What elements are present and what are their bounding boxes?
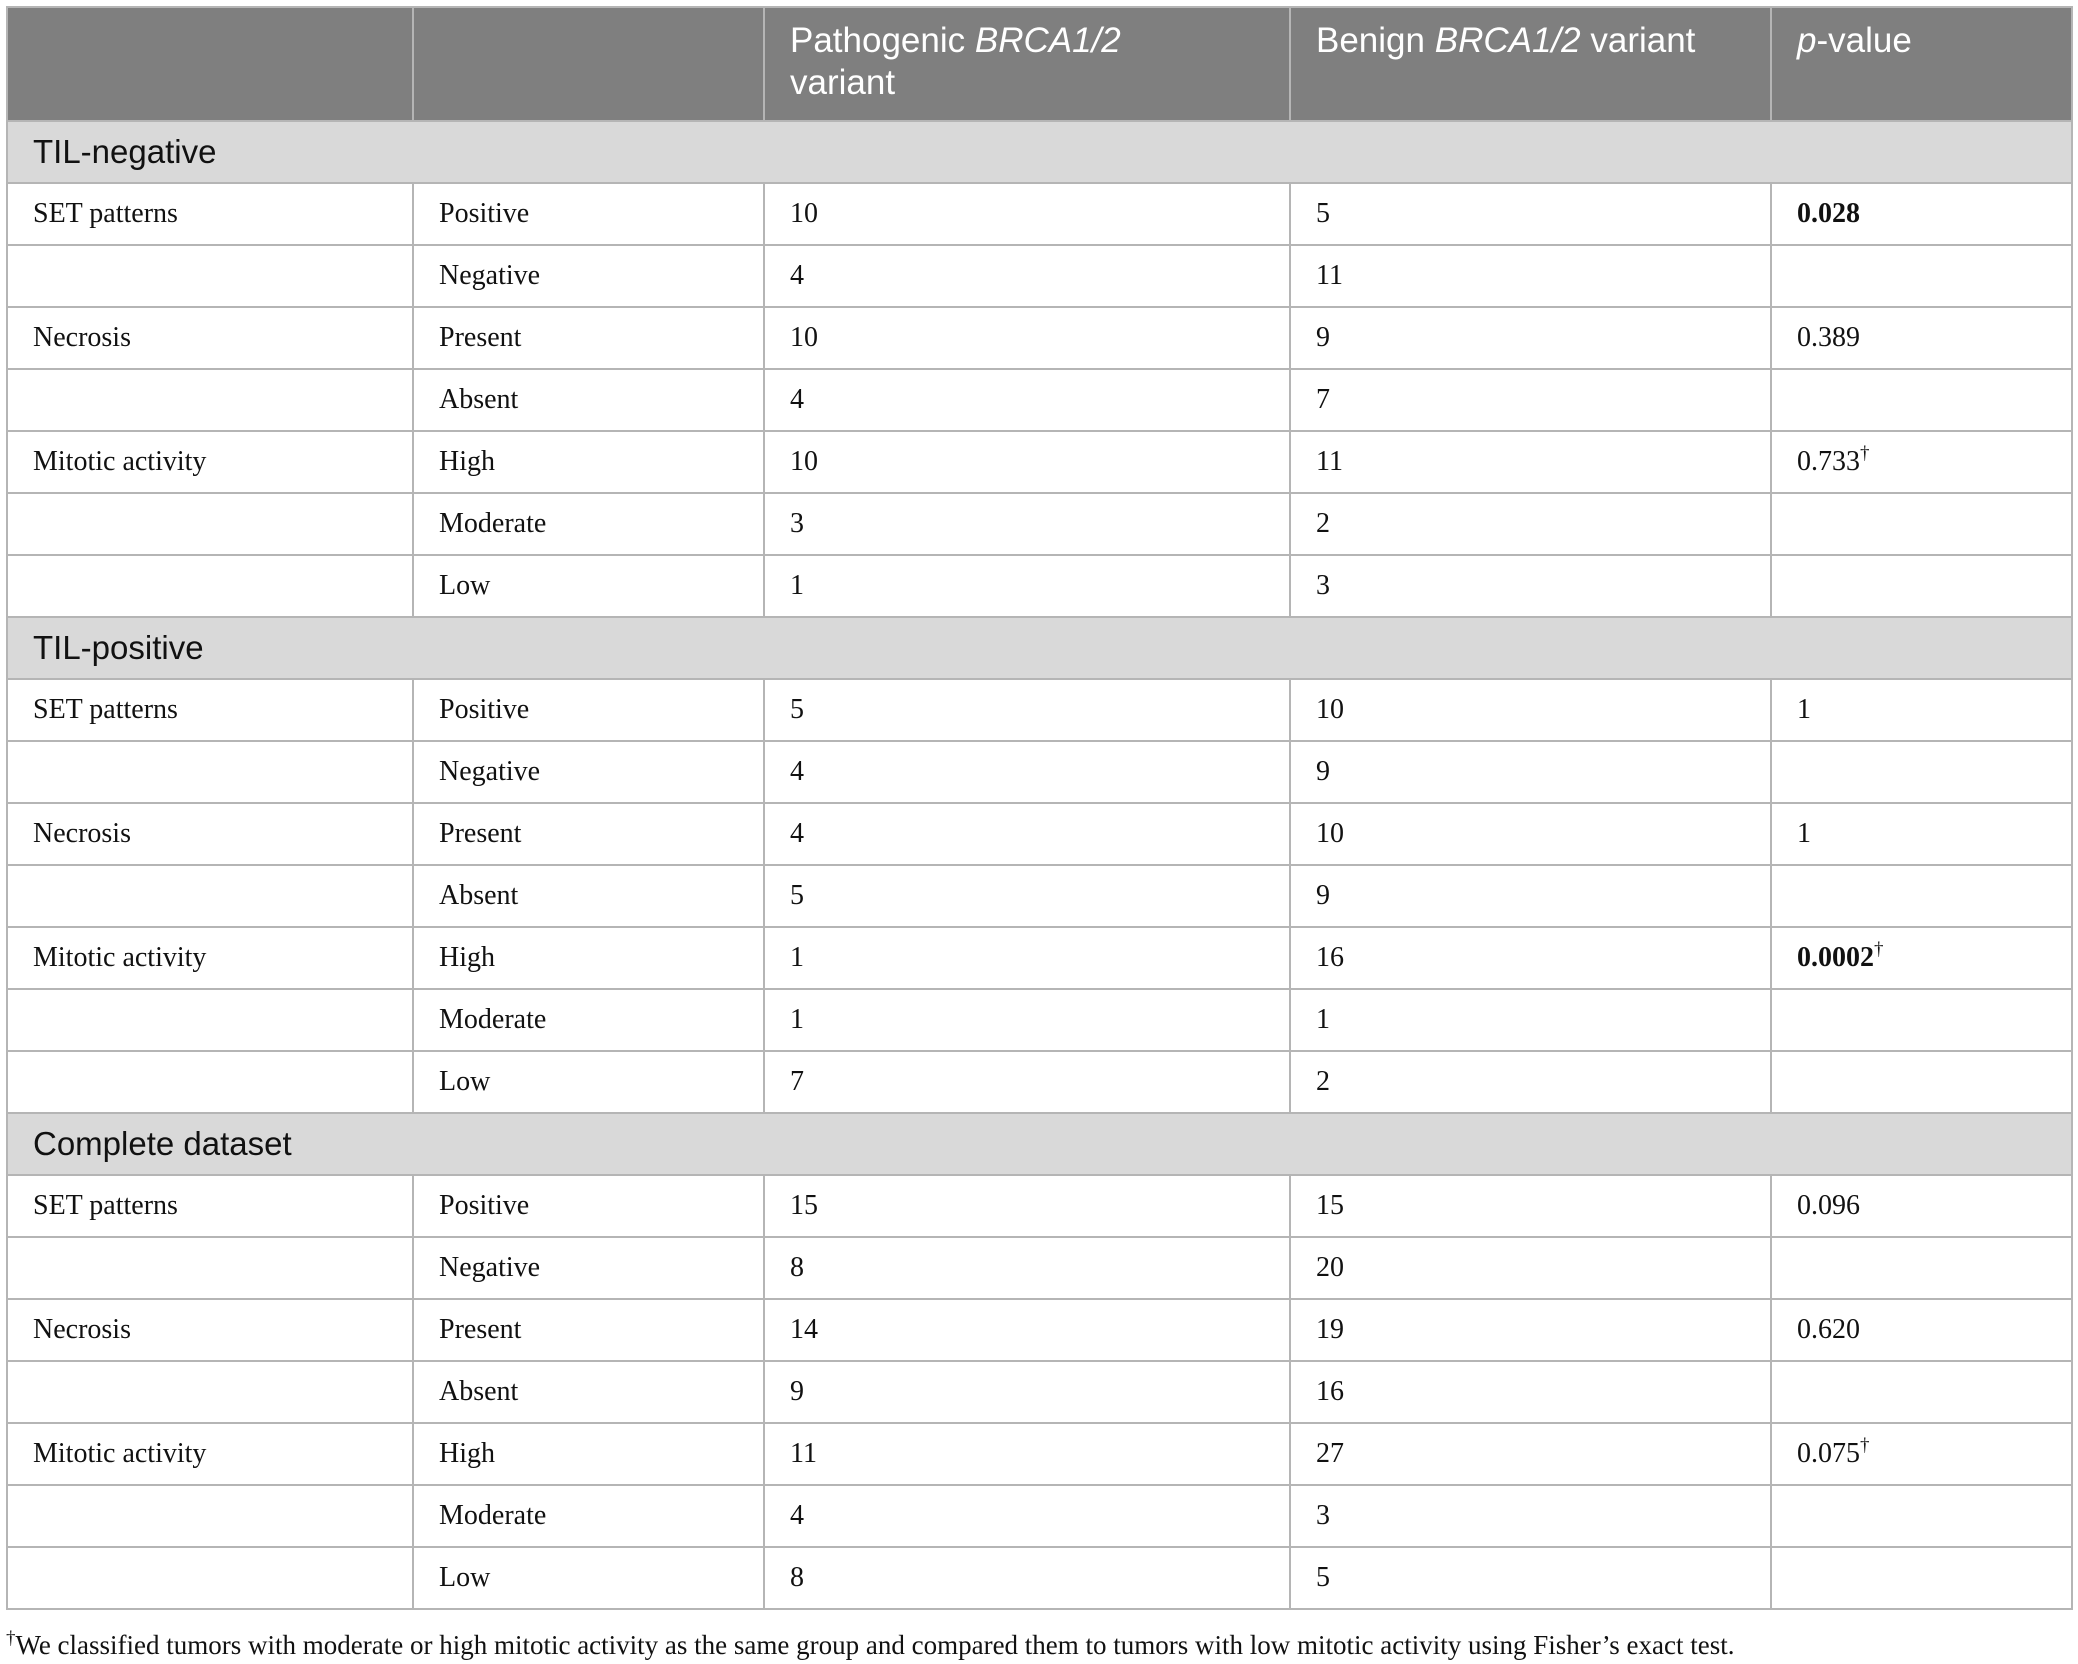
p-value-cell xyxy=(1771,307,2072,369)
benign-count-cell: 10 xyxy=(1290,679,1771,741)
p-value-cell xyxy=(1771,927,2072,989)
header-row xyxy=(7,7,2072,121)
p-value-cell xyxy=(1771,493,2072,555)
p-value-cell xyxy=(1771,369,2072,431)
p-value-cell xyxy=(1771,865,2072,927)
feature-cell: Mitotic activity xyxy=(7,431,413,493)
feature-cell xyxy=(7,1547,413,1609)
feature-cell xyxy=(7,369,413,431)
feature-cell xyxy=(7,1237,413,1299)
benign-count-cell: 9 xyxy=(1290,307,1771,369)
results-table xyxy=(6,6,2073,1610)
pathogenic-count-cell: 4 xyxy=(764,741,1290,803)
table-row xyxy=(7,245,2072,307)
header-pathogenic: Pathogenic BRCA1/2 variant xyxy=(764,7,1290,121)
pathogenic-count-cell: 8 xyxy=(764,1547,1290,1609)
benign-count-cell: 5 xyxy=(1290,1547,1771,1609)
header-p-value: p-value xyxy=(1771,7,2072,121)
table-row xyxy=(7,1547,2072,1609)
table-row xyxy=(7,1485,2072,1547)
p-value: 0.389 xyxy=(1797,322,1860,353)
level-cell: Moderate xyxy=(413,493,764,555)
table-row xyxy=(7,431,2072,493)
level-cell: Low xyxy=(413,1547,764,1609)
table-row xyxy=(7,1237,2072,1299)
level-cell: Low xyxy=(413,555,764,617)
pathogenic-count-cell: 9 xyxy=(764,1361,1290,1423)
p-value-cell xyxy=(1771,989,2072,1051)
level-cell: Negative xyxy=(413,1237,764,1299)
p-value: 0.096 xyxy=(1797,1190,1860,1221)
level-cell: Present xyxy=(413,1299,764,1361)
pathogenic-count-cell: 1 xyxy=(764,927,1290,989)
p-value-cell xyxy=(1771,679,2072,741)
dagger-marker: † xyxy=(1874,939,1884,960)
pathogenic-count-cell: 4 xyxy=(764,1485,1290,1547)
p-value-cell xyxy=(1771,1485,2072,1547)
section-title: TIL-negative xyxy=(7,121,2072,183)
feature-cell: SET patterns xyxy=(7,183,413,245)
pathogenic-count-cell: 4 xyxy=(764,245,1290,307)
pathogenic-count-cell: 10 xyxy=(764,431,1290,493)
feature-cell: Mitotic activity xyxy=(7,1423,413,1485)
level-cell: Positive xyxy=(413,1175,764,1237)
pathogenic-count-cell: 10 xyxy=(764,183,1290,245)
pathogenic-count-cell: 7 xyxy=(764,1051,1290,1113)
p-value-cell xyxy=(1771,1299,2072,1361)
feature-cell xyxy=(7,1051,413,1113)
p-value-cell xyxy=(1771,1051,2072,1113)
benign-count-cell: 3 xyxy=(1290,555,1771,617)
p-value: 0.028 xyxy=(1797,198,1860,229)
table-row xyxy=(7,493,2072,555)
level-cell: Negative xyxy=(413,245,764,307)
table-row xyxy=(7,1051,2072,1113)
table-row xyxy=(7,927,2072,989)
feature-cell: Mitotic activity xyxy=(7,927,413,989)
dagger-marker: † xyxy=(1860,1435,1870,1456)
benign-count-cell: 20 xyxy=(1290,1237,1771,1299)
level-cell: Absent xyxy=(413,1361,764,1423)
table-row xyxy=(7,183,2072,245)
p-value-cell xyxy=(1771,1423,2072,1485)
pathogenic-count-cell: 4 xyxy=(764,803,1290,865)
pathogenic-count-cell: 5 xyxy=(764,865,1290,927)
table-row xyxy=(7,741,2072,803)
table-row xyxy=(7,1175,2072,1237)
table-row xyxy=(7,1299,2072,1361)
benign-count-cell: 10 xyxy=(1290,803,1771,865)
table-row xyxy=(7,1361,2072,1423)
header-feature-blank xyxy=(7,7,413,121)
feature-cell xyxy=(7,1361,413,1423)
pathogenic-count-cell: 1 xyxy=(764,555,1290,617)
level-cell: Negative xyxy=(413,741,764,803)
p-value-cell xyxy=(1771,1237,2072,1299)
feature-cell xyxy=(7,1485,413,1547)
p-value-cell xyxy=(1771,1547,2072,1609)
pathogenic-count-cell: 4 xyxy=(764,369,1290,431)
footnote: †We classified tumors with moderate or high mitotic activity as the same group and compared them to tumors with low mitotic activity using Fisher’s exact test. xyxy=(6,1628,1735,1660)
table-row xyxy=(7,989,2072,1051)
feature-cell xyxy=(7,865,413,927)
p-value-cell xyxy=(1771,183,2072,245)
table-row xyxy=(7,679,2072,741)
benign-count-cell: 27 xyxy=(1290,1423,1771,1485)
benign-count-cell: 11 xyxy=(1290,245,1771,307)
p-value-cell xyxy=(1771,1361,2072,1423)
feature-cell: Necrosis xyxy=(7,803,413,865)
header-level-blank xyxy=(413,7,764,121)
level-cell: Positive xyxy=(413,183,764,245)
section-header-row xyxy=(7,617,2072,679)
header-benign: Benign BRCA1/2 variant xyxy=(1290,7,1771,121)
feature-cell: Necrosis xyxy=(7,1299,413,1361)
feature-cell: SET patterns xyxy=(7,679,413,741)
p-value-cell xyxy=(1771,803,2072,865)
p-value: 0.733 xyxy=(1797,446,1860,477)
p-value: 0.0002 xyxy=(1797,942,1874,973)
p-value: 0.075 xyxy=(1797,1438,1860,1469)
p-value-cell xyxy=(1771,245,2072,307)
feature-cell xyxy=(7,989,413,1051)
benign-count-cell: 15 xyxy=(1290,1175,1771,1237)
benign-count-cell: 16 xyxy=(1290,1361,1771,1423)
level-cell: Moderate xyxy=(413,1485,764,1547)
benign-count-cell: 11 xyxy=(1290,431,1771,493)
pathogenic-count-cell: 15 xyxy=(764,1175,1290,1237)
table-body xyxy=(7,121,2072,1609)
pathogenic-count-cell: 8 xyxy=(764,1237,1290,1299)
pathogenic-count-cell: 14 xyxy=(764,1299,1290,1361)
pathogenic-count-cell: 10 xyxy=(764,307,1290,369)
benign-count-cell: 7 xyxy=(1290,369,1771,431)
p-value: 1 xyxy=(1797,694,1811,725)
benign-count-cell: 3 xyxy=(1290,1485,1771,1547)
table-row xyxy=(7,865,2072,927)
feature-cell: Necrosis xyxy=(7,307,413,369)
level-cell: Moderate xyxy=(413,989,764,1051)
level-cell: Present xyxy=(413,803,764,865)
pathogenic-count-cell: 5 xyxy=(764,679,1290,741)
pathogenic-count-cell: 11 xyxy=(764,1423,1290,1485)
level-cell: High xyxy=(413,431,764,493)
level-cell: Absent xyxy=(413,369,764,431)
level-cell: Present xyxy=(413,307,764,369)
p-value-cell xyxy=(1771,555,2072,617)
feature-cell xyxy=(7,493,413,555)
p-value: 1 xyxy=(1797,818,1811,849)
benign-count-cell: 2 xyxy=(1290,1051,1771,1113)
benign-count-cell: 2 xyxy=(1290,493,1771,555)
table-row xyxy=(7,307,2072,369)
p-value-cell xyxy=(1771,1175,2072,1237)
benign-count-cell: 19 xyxy=(1290,1299,1771,1361)
section-header-row xyxy=(7,121,2072,183)
feature-cell xyxy=(7,741,413,803)
p-value: 0.620 xyxy=(1797,1314,1860,1345)
level-cell: High xyxy=(413,1423,764,1485)
benign-count-cell: 5 xyxy=(1290,183,1771,245)
section-title: Complete dataset xyxy=(7,1113,2072,1175)
p-value-cell xyxy=(1771,741,2072,803)
benign-count-cell: 1 xyxy=(1290,989,1771,1051)
table-row xyxy=(7,1423,2072,1485)
level-cell: High xyxy=(413,927,764,989)
feature-cell: SET patterns xyxy=(7,1175,413,1237)
section-header-row xyxy=(7,1113,2072,1175)
p-value-cell xyxy=(1771,431,2072,493)
table-row xyxy=(7,369,2072,431)
section-title: TIL-positive xyxy=(7,617,2072,679)
table-row xyxy=(7,803,2072,865)
dagger-marker: † xyxy=(1860,443,1870,464)
pathogenic-count-cell: 3 xyxy=(764,493,1290,555)
level-cell: Absent xyxy=(413,865,764,927)
table-row xyxy=(7,555,2072,617)
benign-count-cell: 9 xyxy=(1290,865,1771,927)
pathogenic-count-cell: 1 xyxy=(764,989,1290,1051)
level-cell: Positive xyxy=(413,679,764,741)
benign-count-cell: 9 xyxy=(1290,741,1771,803)
level-cell: Low xyxy=(413,1051,764,1113)
feature-cell xyxy=(7,555,413,617)
benign-count-cell: 16 xyxy=(1290,927,1771,989)
feature-cell xyxy=(7,245,413,307)
